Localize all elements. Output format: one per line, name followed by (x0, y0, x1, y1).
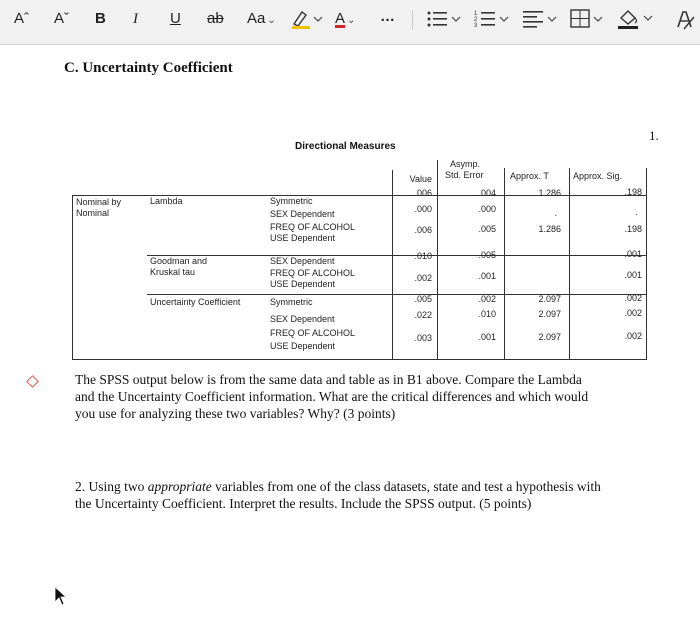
section-heading: C. Uncertainty Coefficient (64, 60, 233, 76)
table-column-rule (437, 160, 438, 360)
question-2-rest: variables from one of the class datasets, state and test a hypothesis with (211, 479, 601, 494)
svg-text:2: 2 (474, 17, 478, 23)
align-left-icon (522, 9, 558, 29)
table-left-border (72, 195, 73, 360)
change-case-button[interactable] (247, 10, 276, 30)
comment-marker-icon[interactable] (26, 375, 39, 388)
cell-approx-sig: .198 (624, 187, 642, 197)
cell-approx-sig: .001 (624, 270, 642, 280)
row-header: Nominal (76, 208, 110, 218)
styles-pen-icon (672, 7, 696, 31)
cell-std-error: .005 (478, 250, 496, 260)
svg-text:1: 1 (474, 11, 478, 17)
styles-button[interactable] (672, 7, 696, 36)
cell-std-error: .010 (478, 309, 496, 319)
font-color-letter: A (335, 10, 346, 27)
cell-std-error: .001 (478, 332, 496, 342)
highlighter-icon (290, 8, 324, 30)
row-label: FREQ OF ALCOHOL (270, 268, 356, 278)
cell-value: .000 (414, 204, 432, 214)
cell-value: .003 (414, 333, 432, 343)
numbered-list-button[interactable] (474, 9, 510, 34)
paragraph-line (75, 478, 601, 495)
mouse-cursor-icon (54, 586, 68, 606)
borders-icon (570, 9, 606, 29)
svg-text:3: 3 (474, 23, 478, 29)
cell-approx-t: 1.286 (538, 224, 561, 234)
group-label-lambda: Lambda (150, 196, 183, 206)
cell-value: .006 (414, 188, 432, 198)
page-number: 1. (649, 128, 659, 143)
paragraph-line: The SPSS output below is from the same data and table as in B1 above. Compare the Lambda (75, 372, 582, 387)
cell-approx-t: 2.097 (538, 309, 561, 319)
cell-value: .022 (414, 310, 432, 320)
numbered-list-icon (474, 9, 510, 29)
row-label: FREQ OF ALCOHOL (270, 328, 356, 338)
row-label: USE Dependent (270, 233, 336, 243)
formatting-toolbar (0, 0, 700, 45)
cell-value: .005 (414, 294, 432, 304)
group-label-uncertainty-coefficient: Uncertainty Coefficient (150, 297, 241, 307)
row-label: USE Dependent (270, 341, 336, 351)
align-text-button[interactable] (522, 9, 558, 34)
cell-value: .006 (414, 225, 432, 235)
shrink-font-button[interactable]: Aˇ (54, 10, 69, 27)
cell-approx-t: 1.286 (538, 188, 561, 198)
cell-std-error: .000 (478, 204, 496, 214)
shading-button[interactable] (616, 8, 656, 35)
row-label: USE Dependent (270, 279, 336, 289)
cell-approx-t: . (554, 208, 557, 218)
highlight-button[interactable] (290, 8, 324, 35)
bullet-list-button[interactable] (426, 9, 462, 34)
cell-approx-sig: .198 (624, 224, 642, 234)
bold-button[interactable]: B (95, 10, 106, 27)
header-asymp: Asymp. (450, 159, 481, 169)
paragraph-line: the Uncertainty Coefficient. Interpret the results. Include the SPSS output. (5 points) (75, 496, 532, 511)
cell-approx-sig: .002 (624, 331, 642, 341)
directional-measures-table (72, 160, 647, 360)
table-column-rule (569, 168, 570, 360)
row-label: SEX Dependent (270, 209, 335, 219)
underline-button[interactable]: U (170, 10, 181, 27)
cell-approx-sig: .001 (624, 249, 642, 259)
question-2-emphasis: appropriate (147, 479, 212, 494)
cell-approx-sig: . (635, 207, 638, 217)
row-label: Symmetric (270, 297, 313, 307)
table-column-rule (504, 168, 505, 360)
header-std-error: Std. Error (445, 170, 484, 180)
cell-approx-t: 2.097 (538, 332, 561, 342)
row-header: Nominal by (76, 197, 122, 207)
chevron-down-icon: ⌄ (267, 15, 276, 26)
table-title: Directional Measures (295, 141, 396, 152)
font-color-button[interactable] (335, 10, 355, 30)
table-column-rule (646, 168, 647, 360)
header-approx-sig: Approx. Sig. (573, 171, 623, 181)
cell-std-error: .005 (478, 224, 496, 234)
cell-approx-t: 2.097 (538, 294, 561, 304)
bullet-list-icon (426, 9, 462, 29)
question-2-prefix: 2. Using two (75, 479, 148, 494)
group-label-goodman-kruskal: Goodman and (150, 256, 208, 266)
cell-std-error: .002 (478, 294, 496, 304)
italic-button[interactable]: I (133, 11, 138, 27)
row-label: Symmetric (270, 196, 313, 206)
cell-value: .010 (414, 251, 432, 261)
borders-button[interactable] (570, 9, 606, 34)
cell-std-error: .001 (478, 271, 496, 281)
grow-font-button[interactable]: Aˆ (14, 10, 29, 27)
question-2-paragraph (75, 478, 601, 512)
change-case-label: Aa (247, 10, 266, 27)
paragraph-line: you use for analyzing these two variables? Why? (3 points) (75, 406, 396, 421)
row-label: SEX Dependent (270, 314, 335, 324)
group-label-goodman-kruskal: Kruskal tau (150, 267, 196, 277)
more-options-button[interactable]: … (380, 8, 395, 25)
header-value: Value (409, 174, 432, 184)
question-1-paragraph (75, 371, 588, 422)
paint-bucket-icon (616, 8, 656, 30)
paragraph-line: and the Uncertainty Coefficient information. What are the critical differences and which would (75, 389, 589, 404)
cell-value: .002 (414, 273, 432, 283)
chevron-down-icon: ⌄ (347, 15, 356, 26)
cell-approx-sig: .002 (624, 308, 642, 318)
cell-approx-sig: .002 (624, 293, 642, 303)
row-label: SEX Dependent (270, 256, 335, 266)
table-bottom-rule (72, 359, 647, 360)
header-approx-t: Approx. T (510, 171, 549, 181)
row-label: FREQ OF ALCOHOL (270, 222, 356, 232)
strikethrough-button[interactable]: ab (207, 10, 224, 27)
toolbar-divider (412, 10, 413, 30)
cell-std-error: .004 (478, 188, 496, 198)
